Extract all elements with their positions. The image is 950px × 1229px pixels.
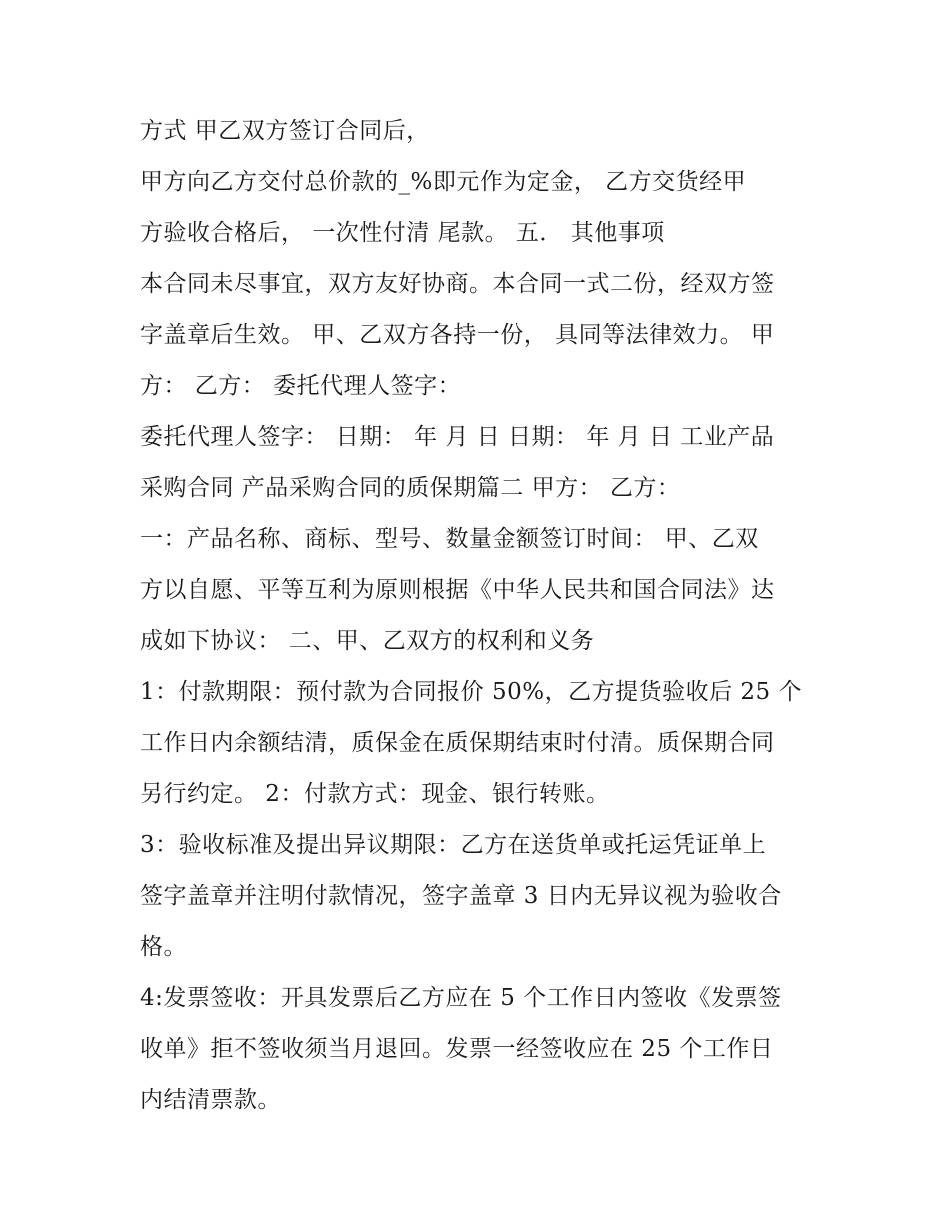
text-line: 方验收合格后， 一次性付清 尾款。 五． 其他事项 bbox=[140, 220, 665, 246]
text-line: 内结清票款。 bbox=[140, 1087, 281, 1113]
text-line: 成如下协议： 二、甲、乙双方的权利和义务 bbox=[140, 628, 595, 654]
document-body bbox=[140, 106, 820, 1126]
text-line: 收单》拒不签收须当月退回。发票一经签收应在 25 个工作日 bbox=[140, 1036, 774, 1062]
text-line: 一：产品名称、商标、型号、数量金额签订时间： 甲、乙双 bbox=[140, 526, 759, 552]
text-line: 格。 bbox=[140, 934, 187, 960]
text-line: 甲方向乙方交付总价款的_%即元作为定金， 乙方交货经甲 bbox=[140, 169, 747, 195]
text-line: 方： 乙方： 委托代理人签字： bbox=[140, 373, 462, 399]
text-line: 采购合同 产品采购合同的质保期篇二 甲方： 乙方： bbox=[140, 475, 681, 501]
text-line: 签字盖章并注明付款情况，签字盖章 3 日内无异议视为验收合 bbox=[140, 883, 782, 909]
text-line: 工作日内余额结清，质保金在质保期结束时付清。质保期合同 bbox=[140, 730, 775, 756]
text-line: 1：付款期限：预付款为合同报价 50%，乙方提货验收后 25 个 bbox=[140, 679, 802, 705]
text-line: 委托代理人签字： 日期： 年 月 日 日期： 年 月 日 工业产品 bbox=[140, 424, 775, 450]
text-line: 方以自愿、平等互利为原则根据《中华人民共和国合同法》达 bbox=[140, 577, 775, 603]
text-line: 本合同未尽事宜，双方友好协商。本合同一式二份，经双方签 bbox=[140, 271, 775, 297]
text-line: 4:发票签收：开具发票后乙方应在 5 个工作日内签收《发票签 bbox=[140, 985, 782, 1011]
text-line: 方式 甲乙双方签订合同后， bbox=[140, 118, 430, 144]
text-line: 字盖章后生效。 甲、乙双方各持一份， 具同等法律效力。 甲 bbox=[140, 322, 775, 348]
text-line: 另行约定。 2：付款方式：现金、银行转账。 bbox=[140, 781, 610, 807]
text-line: 3：验收标准及提出异议期限：乙方在送货单或托运凭证单上 bbox=[140, 832, 767, 858]
